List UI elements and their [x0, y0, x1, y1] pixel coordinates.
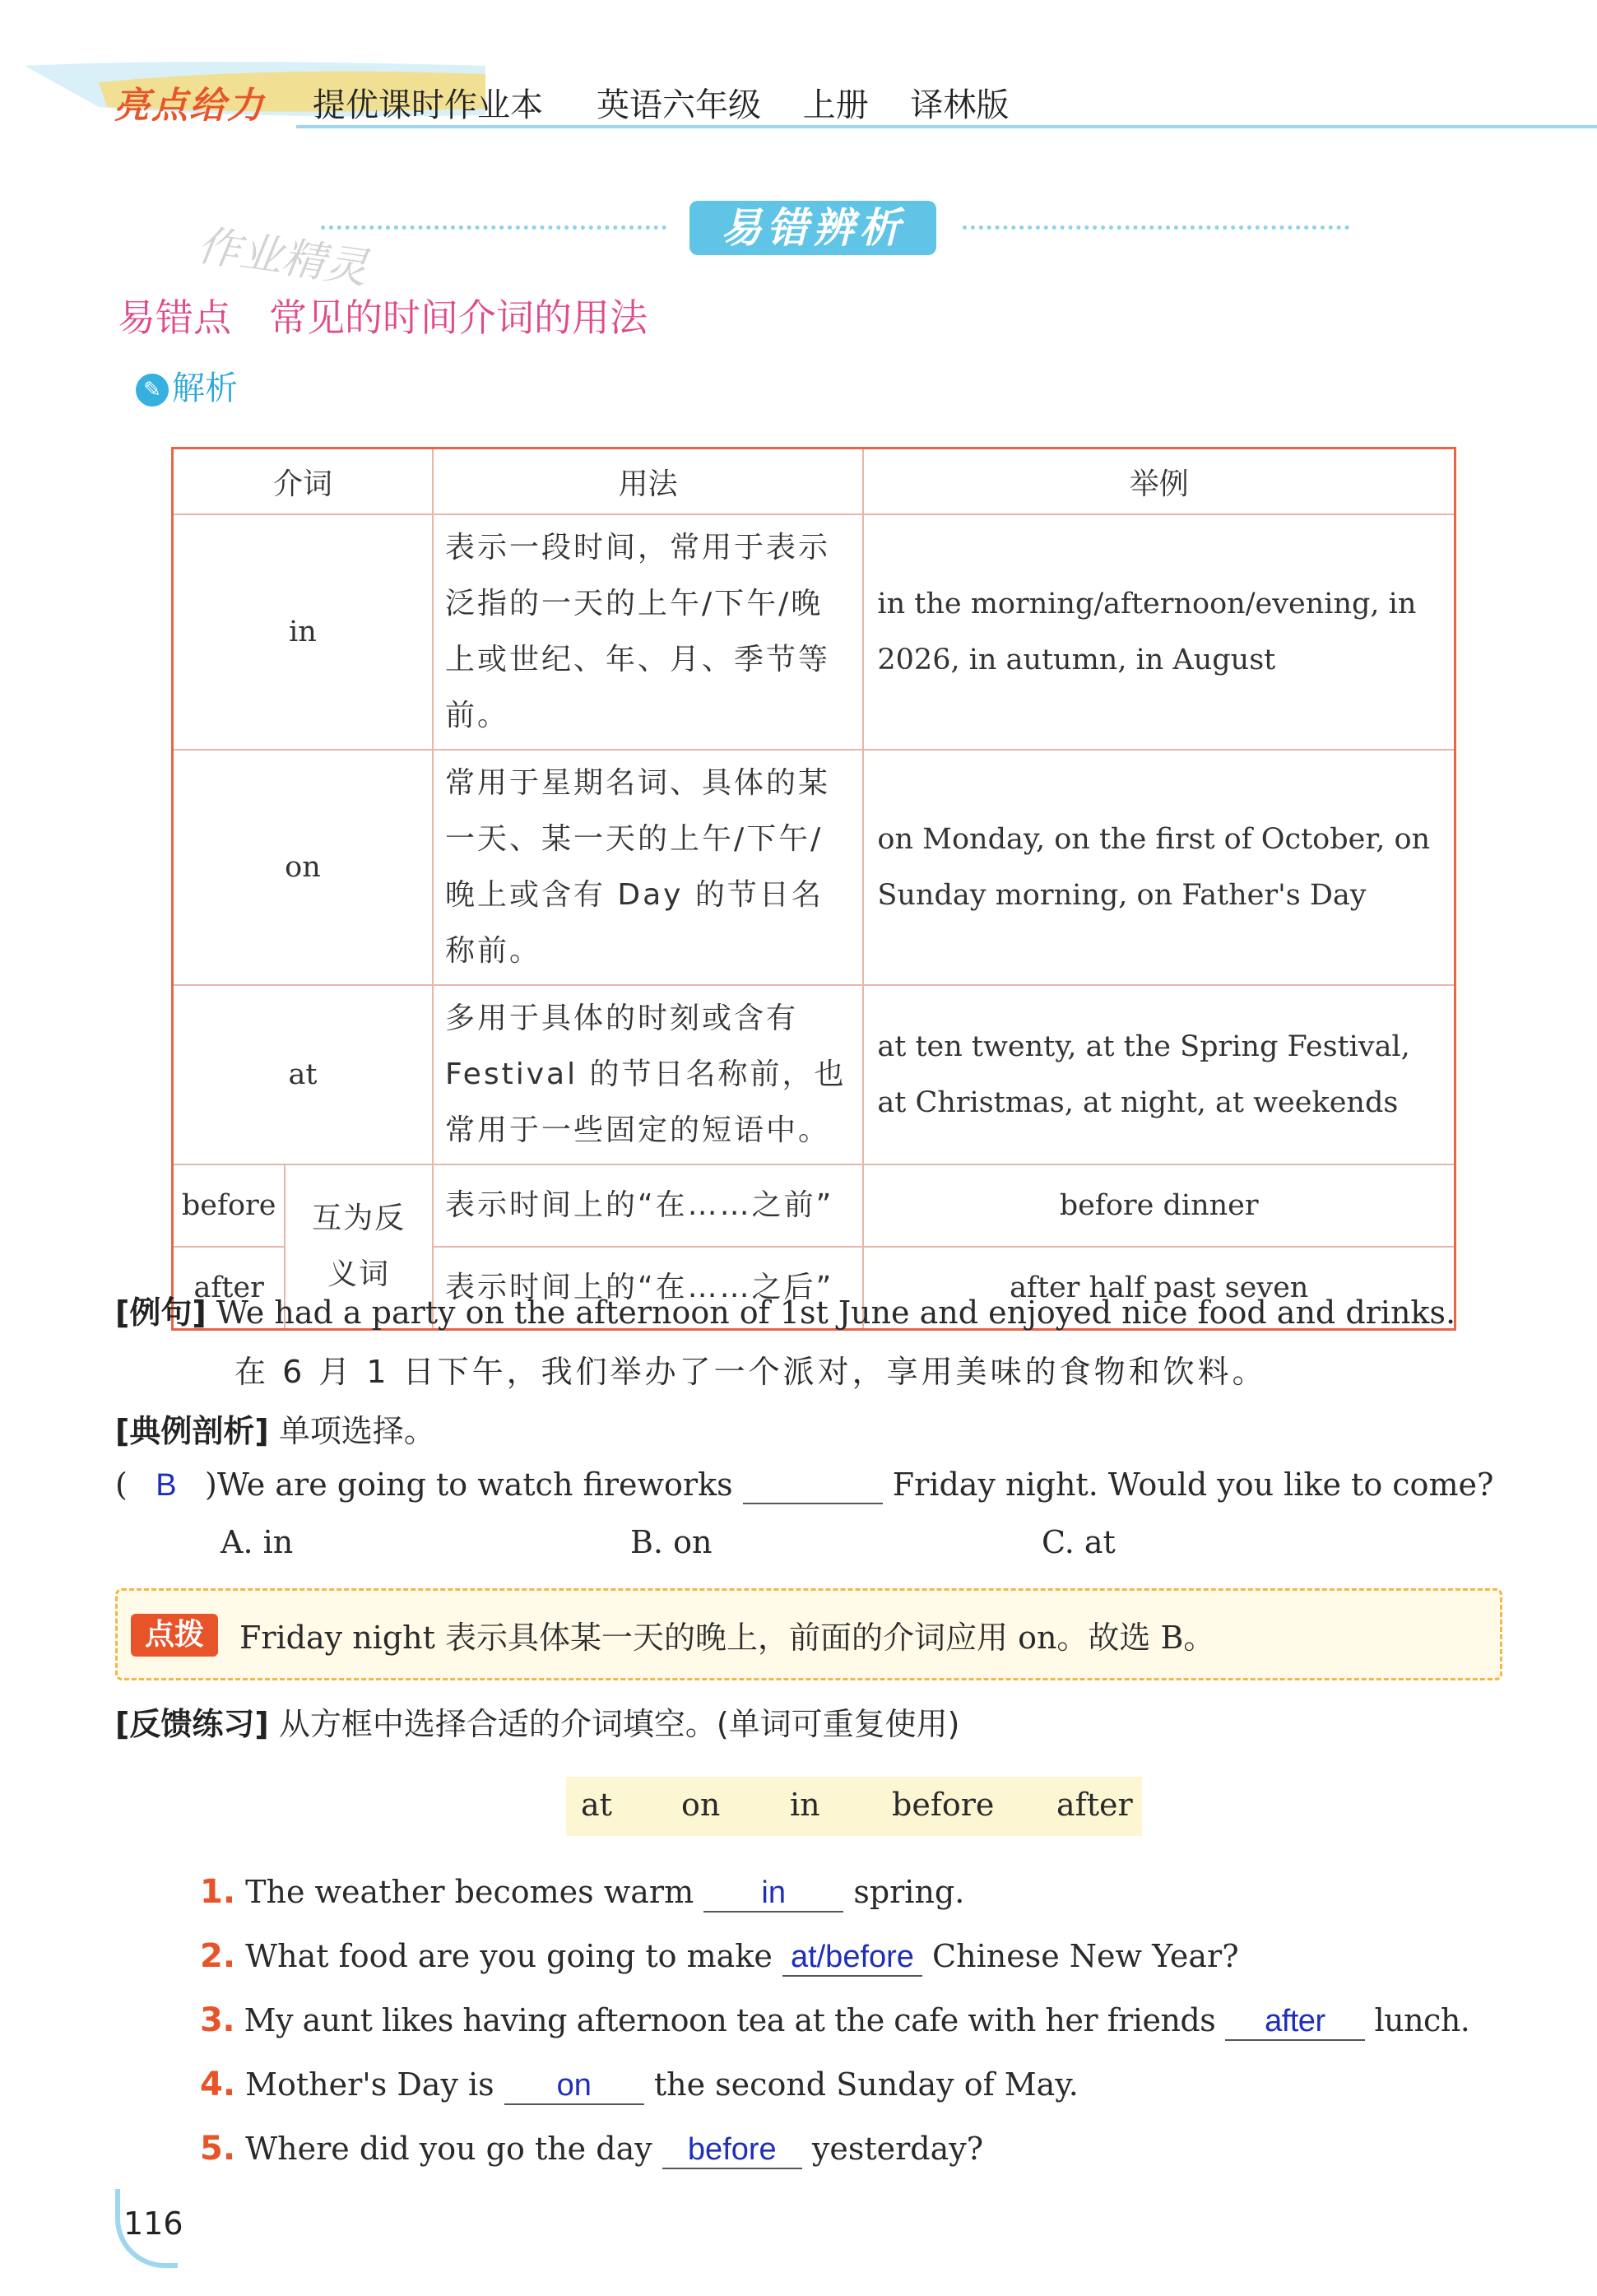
- item-number: 2.: [200, 1937, 236, 1975]
- item-text-after: spring.: [853, 1874, 965, 1910]
- item-text-after: Chinese New Year?: [932, 1938, 1239, 1974]
- example-en: We had a party on the afternoon of 1st June and enjoyed nice food and drinks.: [216, 1294, 1456, 1331]
- example-translation: 在 6 月 1 日下午，我们举办了一个派对，享用美味的食物和饮料。: [234, 1354, 1267, 1390]
- word-option: at: [581, 1787, 612, 1823]
- item-text-after: the second Sunday of May.: [653, 2066, 1079, 2103]
- example-label: [例句]: [115, 1294, 207, 1331]
- book-subtitle: 提优课时作业本: [313, 86, 543, 124]
- practice-label: [反馈练习]: [115, 1706, 269, 1742]
- typical-question: [115, 1466, 1493, 1504]
- usage-cell: 表示时间上的“在……之后”: [433, 1247, 863, 1329]
- volume-label: 上册: [802, 86, 869, 124]
- example-cell: in the morning/afternoon/evening, in 2026, in autumn, in August: [863, 514, 1455, 750]
- banner-dots-right: [963, 225, 1349, 230]
- prep-cell: after: [173, 1247, 286, 1329]
- edition-label: 译林版: [910, 86, 1010, 124]
- error-point-title: 易错点 常见的时间介词的用法: [118, 295, 648, 340]
- exercise-item: [200, 1873, 964, 1913]
- question-end: Friday night. Would you like to come?: [892, 1466, 1494, 1503]
- exercise-item: [200, 2130, 983, 2169]
- word-option: in: [790, 1787, 820, 1823]
- tip-text: Friday night 表示具体某一天的晚上，前面的介词应用 on。故选 B。: [239, 1620, 1215, 1656]
- table-header-row: [173, 449, 1455, 515]
- antonym-note: 互为反义词: [285, 1164, 433, 1329]
- item-number: 3.: [200, 2001, 235, 2039]
- word-box: [566, 1777, 1142, 1836]
- item-text-before: The weather becomes warm: [245, 1874, 694, 1910]
- item-number: 5.: [200, 2130, 236, 2168]
- answer-blank[interactable]: at/before: [782, 1940, 922, 1977]
- typical-label: [典例剖析]: [115, 1413, 269, 1449]
- usage-cell: 多用于具体的时刻或含有 Festival 的节日名称前，也常用于一些固定的短语中。: [433, 985, 863, 1164]
- table-row: [173, 514, 1455, 750]
- item-text-before: Where did you go the day: [245, 2131, 652, 2167]
- prep-cell: on: [173, 750, 433, 985]
- typical-heading: [115, 1406, 435, 1451]
- item-text-after: yesterday?: [811, 2131, 984, 2167]
- header-usage: 用法: [433, 449, 863, 515]
- example-cell: after half past seven: [863, 1247, 1455, 1329]
- book-info: [597, 79, 1040, 126]
- open-paren: (: [115, 1466, 128, 1503]
- example-cell: before dinner: [863, 1164, 1455, 1247]
- table-row: [173, 750, 1455, 985]
- banner-dots-left: [321, 225, 666, 230]
- option-b[interactable]: B. on: [630, 1524, 713, 1560]
- item-number: 4.: [200, 2066, 236, 2103]
- practice-heading: [115, 1699, 960, 1744]
- word-option: on: [681, 1787, 721, 1823]
- answer-blank[interactable]: before: [662, 2132, 802, 2169]
- section-banner: 易错辨析: [689, 201, 936, 255]
- answer-blank[interactable]: after: [1225, 2004, 1365, 2041]
- answer-blank[interactable]: on: [504, 2068, 644, 2105]
- usage-cell: 表示时间上的“在……之前”: [433, 1164, 863, 1247]
- tip-box: [115, 1588, 1502, 1680]
- word-option: after: [1056, 1787, 1133, 1823]
- item-text-before: My aunt likes having afternoon tea at the cafe with her friends: [244, 2002, 1216, 2038]
- watermark: 作业精灵: [194, 221, 371, 295]
- item-number: 1.: [200, 1873, 236, 1911]
- usage-cell: 常用于星期名词、具体的某一天、某一天的上午/下午/晚上或含有 Day 的节日名称前。: [433, 750, 863, 985]
- item-text-before: Mother's Day is: [245, 2066, 494, 2103]
- answer-blank[interactable]: in: [703, 1875, 843, 1913]
- analysis-label: 解析: [172, 369, 238, 407]
- item-text-before: What food are you going to make: [245, 1938, 773, 1974]
- example-cell: on Monday, on the first of October, on Sunday morning, on Father's Day: [863, 750, 1455, 985]
- exercise-item: [200, 2066, 1079, 2105]
- exercise-item: [200, 2001, 1469, 2041]
- prep-cell: in: [173, 514, 433, 750]
- usage-cell: 表示一段时间，常用于表示泛指的一天的上午/下午/晚上或世纪、年、月、季节等前。: [433, 514, 863, 750]
- pencil-icon: ✎: [136, 374, 169, 407]
- prep-cell: at: [173, 985, 433, 1164]
- brand-logo: 亮点给力: [114, 85, 265, 127]
- grade-label: 英语六年级: [597, 86, 761, 124]
- example-cell: at ten twenty, at the Spring Festival, at Christmas, at night, at weekends: [863, 985, 1455, 1164]
- table-row: [173, 1164, 1455, 1247]
- page-number: 116: [123, 2205, 183, 2242]
- typical-instruction: 单项选择。: [278, 1413, 435, 1449]
- question-start: )We are going to watch fireworks: [205, 1466, 733, 1503]
- header-prep: 介词: [173, 449, 433, 515]
- analysis-heading: [136, 362, 238, 409]
- item-text-after: lunch.: [1374, 2002, 1470, 2038]
- word-option: before: [892, 1787, 995, 1823]
- typical-answer[interactable]: B: [156, 1468, 177, 1503]
- table-row: [173, 985, 1455, 1164]
- question-blank[interactable]: [743, 1466, 883, 1504]
- option-c[interactable]: C. at: [1042, 1524, 1116, 1560]
- header-example: 举例: [863, 449, 1455, 515]
- example-sentence: [115, 1287, 1455, 1332]
- option-a[interactable]: A. in: [221, 1524, 294, 1560]
- practice-instruction: 从方框中选择合适的介词填空。(单词可重复使用): [278, 1706, 960, 1742]
- tip-badge: 点拨: [131, 1614, 218, 1657]
- exercise-item: [200, 1937, 1239, 1977]
- preposition-table: [171, 447, 1456, 1331]
- prep-cell: before: [173, 1164, 286, 1247]
